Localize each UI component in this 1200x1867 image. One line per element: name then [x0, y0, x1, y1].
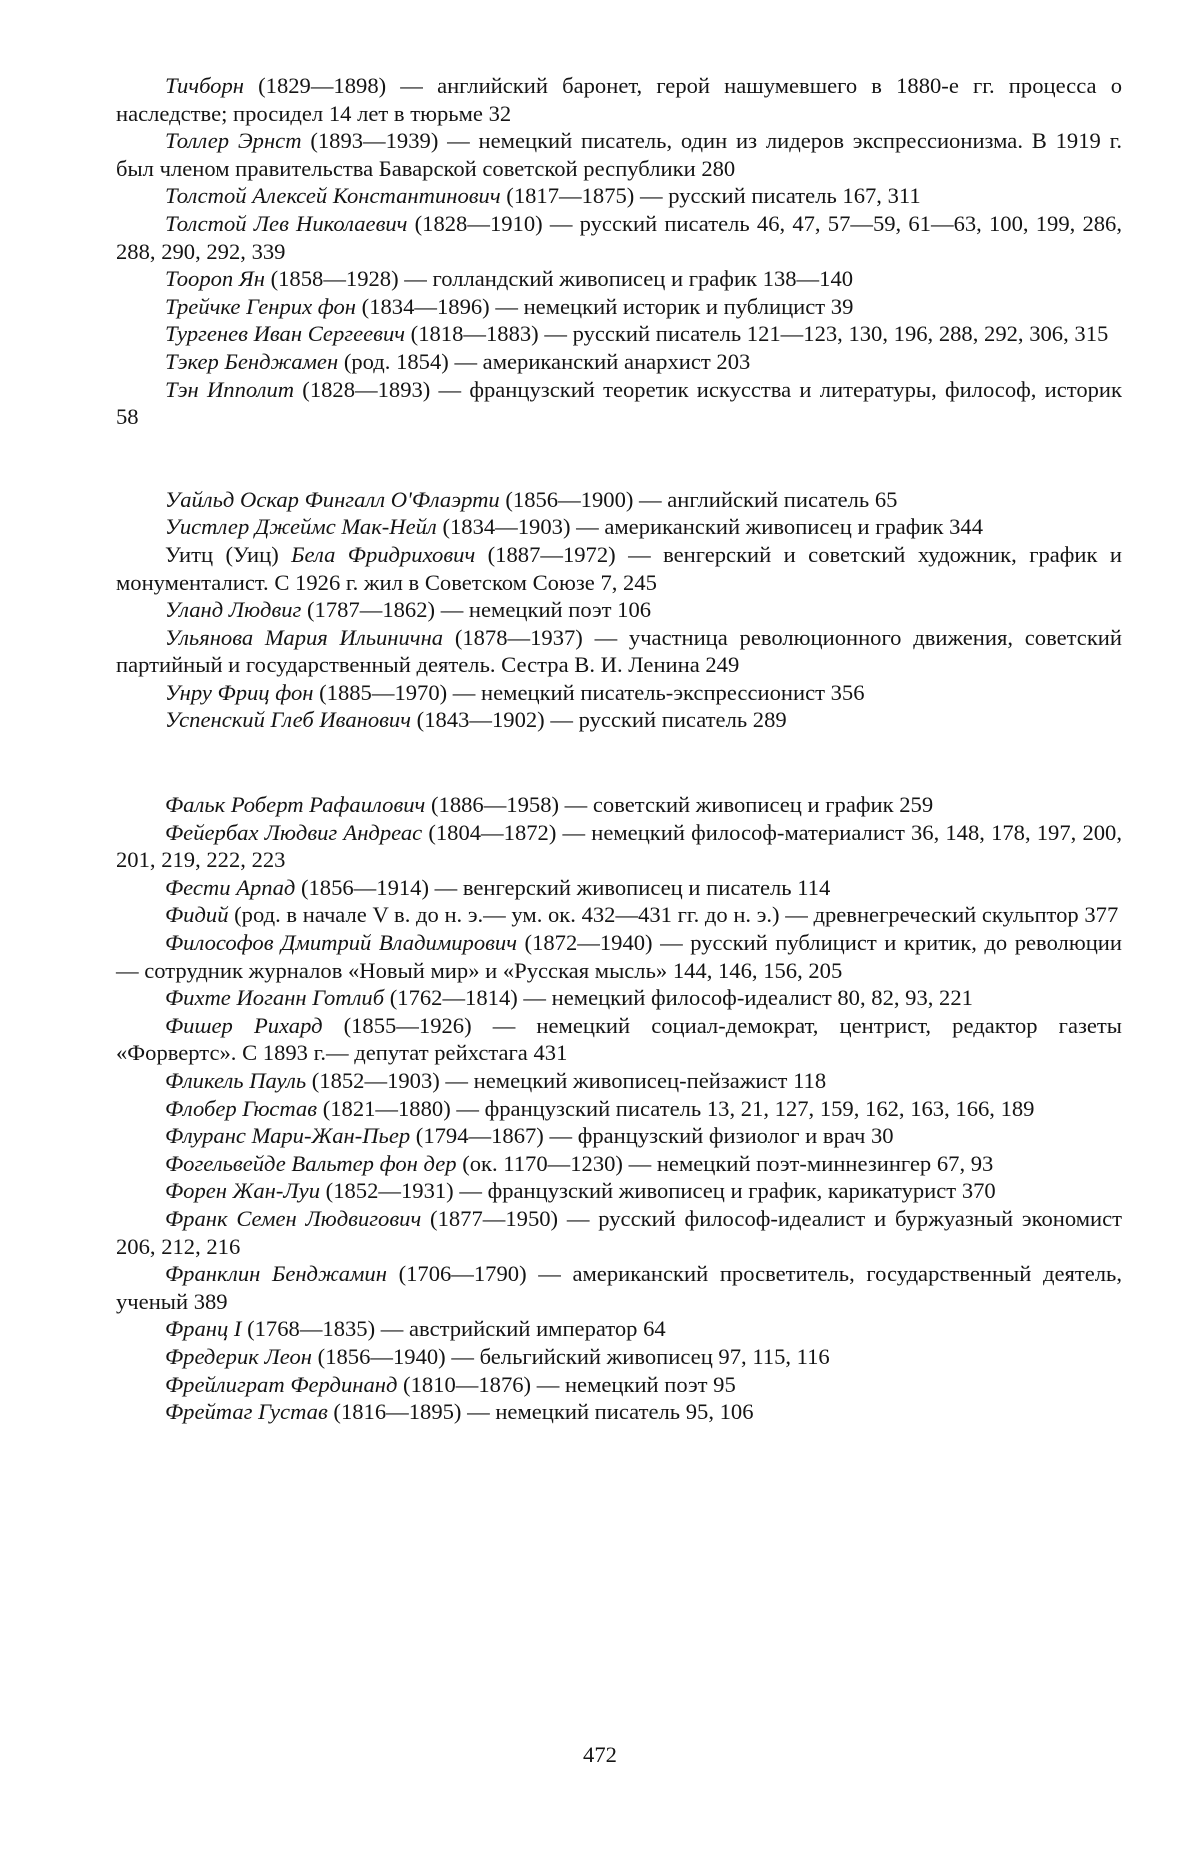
index-entry: [116, 874, 1122, 902]
entry-name: Толлер Эрнст: [165, 128, 302, 154]
index-entry: [116, 376, 1122, 431]
entry-name: Фрейлиграт Фердинанд: [165, 1371, 398, 1397]
entry-description: (1858—1928) — голландский живописец и график 138—140: [264, 266, 854, 292]
entry-name: Тоороп Ян: [165, 266, 265, 292]
entry-description: (1887—1972) — венгерский и советский художник, график и монументалист. С 1926 г. жил в Советском Союзе 7, 245: [116, 541, 1123, 595]
index-entry: [116, 210, 1122, 265]
entry-description: (1856—1914) — венгерский живописец и писатель 114: [295, 874, 831, 900]
entry-name: Тургенев Иван Сергеевич: [165, 321, 406, 347]
index-section: [116, 72, 1122, 431]
index-entry: [116, 1095, 1122, 1123]
entry-name: Флуранс Мари-Жан-Пьер: [165, 1123, 411, 1149]
index-entry: [116, 1177, 1122, 1205]
entry-description: (1810—1876) — немецкий поэт 95: [397, 1371, 736, 1397]
entry-description: (1818—1883) — русский писатель 121—123, 130, 196, 288, 292, 306, 315: [405, 321, 1109, 347]
index-entry: [116, 320, 1122, 348]
index-page-text: [116, 72, 1122, 1426]
entry-name: Фредерик Леон: [165, 1343, 313, 1369]
entry-description: (1768—1835) — австрийский император 64: [241, 1316, 666, 1342]
index-entry: [116, 901, 1122, 929]
entry-description: (1787—1862) — немецкий поэт 106: [301, 597, 652, 623]
entry-description: (1817—1875) — русский писатель 167, 311: [500, 183, 921, 209]
entry-name-prefix: Уитц (Уиц): [165, 541, 292, 567]
index-entry: [116, 265, 1122, 293]
index-entry: [116, 1260, 1122, 1315]
index-entry: [116, 541, 1122, 596]
index-entry: [116, 624, 1122, 679]
entry-description: (1804—1872) — немецкий философ-материалист 36, 148, 178, 197, 200, 201, 219, 222, 223: [116, 819, 1122, 873]
entry-name: Трейчке Генрих фон: [165, 293, 357, 319]
entry-name: Бела Фридрихович: [291, 541, 476, 567]
entry-name: Фогельвейде Вальтер фон дер: [165, 1150, 457, 1176]
entry-description: (1852—1903) — немецкий живописец-пейзажист 118: [306, 1068, 827, 1093]
index-entry: [116, 293, 1122, 321]
section-gap: [116, 431, 1122, 486]
entry-name: Уланд Людвиг: [165, 597, 302, 623]
entry-description: (1878—1937) — участница революционного движения, советский партийный и государственный деятель. Сестра В. И. Ленина 249: [116, 624, 1122, 678]
index-entry: [116, 1315, 1122, 1343]
entry-name: Уайльд Оскар Фингалл О'Флаэрти: [165, 486, 500, 512]
index-entry: [116, 1205, 1122, 1260]
index-section: [116, 486, 1122, 734]
entry-description: (ок. 1170—1230) — немецкий поэт-миннезингер 67, 93: [456, 1150, 994, 1176]
index-entry: [116, 791, 1122, 819]
index-entry: [116, 819, 1122, 874]
entry-name: Тэн Ипполит: [165, 376, 295, 402]
entry-description: (1872—1940) — русский публицист и критик, до революции — сотрудник журналов «Новый мир» и «Русская мысль» 144, 146, 156, 205: [116, 930, 1122, 983]
entry-name: Фишер Рихард: [165, 1012, 323, 1038]
index-entry: [116, 1343, 1122, 1371]
entry-description: (1829—1898) — английский баронет, герой нашумевшего в 1880-е гг. процесса о наследстве; просидел 14 лет в тюрьме 32: [116, 73, 1122, 126]
entry-name: Фальк Роберт Рафаилович: [165, 792, 426, 818]
entry-name: Ульянова Мария Ильинична: [165, 624, 444, 650]
entry-name: Фести Арпад: [165, 874, 296, 900]
index-section: [116, 791, 1122, 1426]
entry-description: (род. 1854) — американский анархист 203: [338, 348, 751, 374]
entry-description: (1856—1900) — английский писатель 65: [499, 486, 898, 512]
entry-name: Фихте Иоганн Готлиб: [165, 985, 385, 1011]
entry-name: Фликель Пауль: [165, 1068, 307, 1093]
index-entry: [116, 1371, 1122, 1399]
entry-description: (1821—1880) — французский писатель 13, 21, 127, 159, 162, 163, 166, 189: [317, 1095, 1035, 1121]
index-entry: [116, 929, 1122, 984]
entry-description: (1843—1902) — русский писатель 289: [411, 707, 787, 733]
entry-description: (1885—1970) — немецкий писатель-экспрессионист 356: [313, 679, 865, 705]
entry-description: (1877—1950) — русский философ-идеалист и буржуазный экономист 206, 212, 216: [116, 1205, 1122, 1259]
entry-description: (1762—1814) — немецкий философ-идеалист 80, 82, 93, 221: [384, 985, 973, 1011]
entry-name: Франц I: [165, 1316, 242, 1342]
section-gap: [116, 734, 1122, 791]
entry-name: Толстой Алексей Константинович: [165, 183, 501, 209]
entry-name: Толстой Лев Николаевич: [165, 210, 408, 236]
index-entry: [116, 1012, 1122, 1067]
entry-name: Фейербах Людвиг Андреас: [165, 819, 423, 845]
entry-name: Успенский Глеб Иванович: [165, 707, 412, 733]
entry-description: (1852—1931) — французский живописец и график, карикатурист 370: [320, 1178, 996, 1204]
index-entry: [116, 1067, 1122, 1095]
entry-name: Флобер Гюстав: [165, 1095, 318, 1121]
entry-description: (1794—1867) — французский физиолог и врач 30: [410, 1123, 894, 1149]
entry-name: Франк Семен Людвигович: [165, 1205, 422, 1231]
entry-name: Фрейтаг Густав: [165, 1399, 328, 1425]
entry-description: (1856—1940) — бельгийский живописец 97, 115, 116: [312, 1343, 830, 1369]
index-entry: [116, 1150, 1122, 1178]
entry-description: (1834—1896) — немецкий историк и публицист 39: [356, 293, 854, 319]
index-entry: [116, 348, 1122, 376]
index-entry: [116, 984, 1122, 1012]
page-number: 472: [583, 1742, 617, 1767]
index-entry: [116, 486, 1122, 514]
entry-description: (1828—1910) — русский писатель 46, 47, 57—59, 61—63, 100, 199, 286, 288, 290, 292, 339: [116, 210, 1122, 264]
index-entry: [116, 1398, 1122, 1426]
index-entry: [116, 182, 1122, 210]
entry-name: Уистлер Джеймс Мак-Нейл: [165, 514, 437, 540]
entry-description: (1893—1939) — немецкий писатель, один из лидеров экспрессионизма. В 1919 г. был членом правительства Баварской советской республики 280: [116, 128, 1122, 181]
entry-name: Фидий: [165, 902, 229, 928]
index-entry: [116, 679, 1122, 707]
entry-description: (1816—1895) — немецкий писатель 95, 106: [327, 1399, 754, 1425]
index-entry: [116, 72, 1122, 127]
entry-name: Унру Фриц фон: [165, 679, 314, 705]
entry-name: Форен Жан-Луи: [165, 1178, 321, 1204]
entry-name: Тэкер Бенджамен: [165, 348, 339, 374]
index-entry: [116, 127, 1122, 182]
index-entry: [116, 596, 1122, 624]
entry-description: (1855—1926) — немецкий социал-демократ, центрист, редактор газеты «Форвертс». С 1893 г.— депутат рейхстага 431: [116, 1012, 1122, 1066]
entry-description: (1886—1958) — советский живописец и график 259: [425, 792, 934, 818]
entry-description: (1828—1893) — французский теоретик искусства и литературы, философ, историк 58: [116, 376, 1122, 430]
entry-name: Франклин Бенджамин: [165, 1261, 387, 1287]
index-entry: [116, 1122, 1122, 1150]
index-entry: [116, 706, 1122, 734]
entry-description: (1706—1790) — американский просветитель, государственный деятель, ученый 389: [116, 1261, 1122, 1314]
index-entry: [116, 513, 1122, 541]
entry-name: Тичборн: [165, 73, 244, 98]
entry-name: Философов Дмитрий Владимирович: [165, 930, 518, 956]
entry-description: (1834—1903) — американский живописец и график 344: [436, 514, 984, 540]
entry-description: (род. в начале V в. до н. э.— ум. ок. 432—431 гг. до н. э.) — древнегреческий скульптор 377: [228, 902, 1119, 928]
